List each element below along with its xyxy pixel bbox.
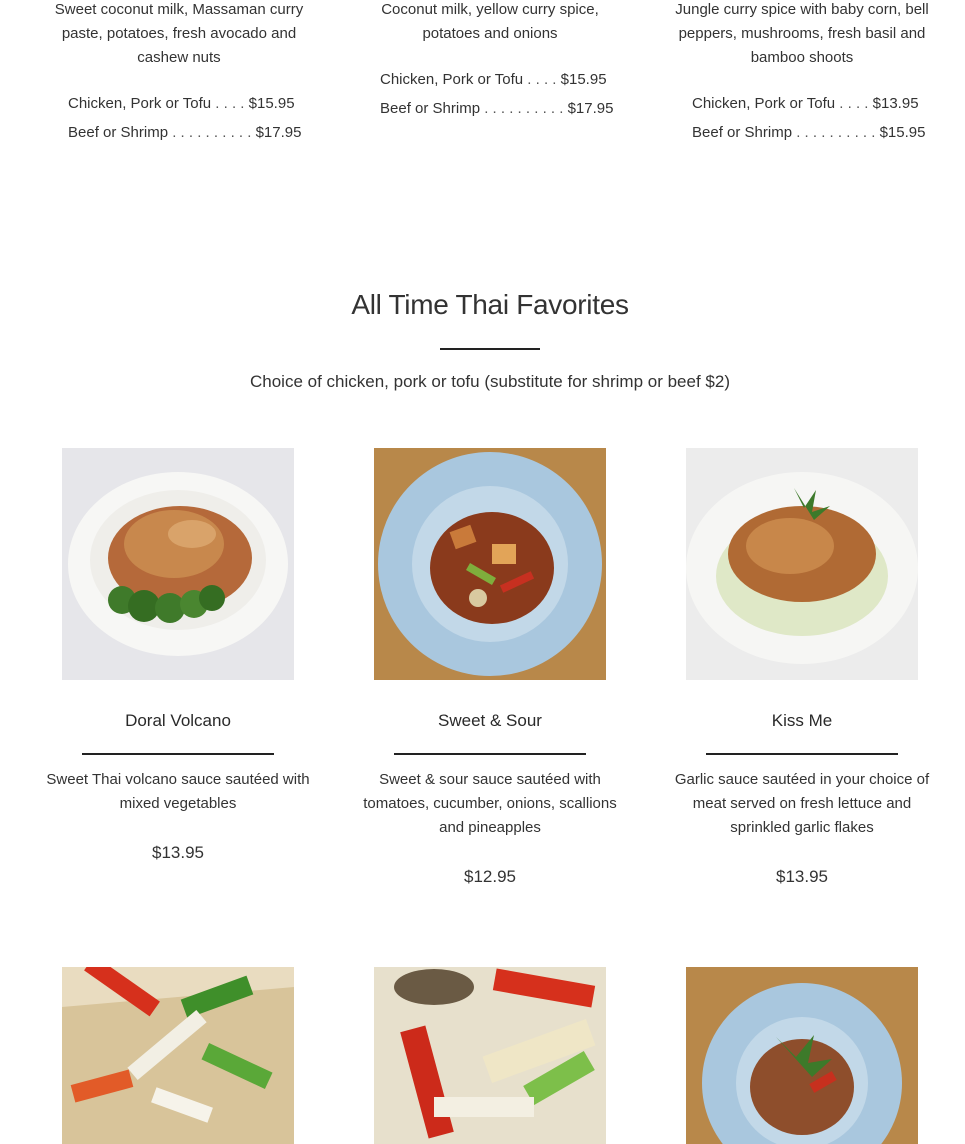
item-description: Jungle curry spice with baby corn, bell peppers, mushrooms, fresh basil and bamboo shoots	[675, 1, 929, 66]
dish-photo[interactable]	[62, 448, 294, 680]
price-row	[692, 95, 919, 112]
section-title: All Time Thai Favorites	[351, 289, 629, 320]
price-leader: . . . .	[215, 95, 245, 112]
price-leader: . . . . . . . . . .	[484, 100, 564, 117]
price-row	[380, 71, 607, 88]
price-value: $15.95	[248, 95, 295, 112]
dish-name: Sweet & Sour	[438, 711, 542, 730]
price-value: $13.95	[872, 95, 919, 112]
price-row	[68, 124, 301, 141]
price-label: Beef or Shrimp	[68, 124, 169, 141]
dish-divider	[706, 753, 898, 755]
dish-divider	[394, 753, 586, 755]
price-label: Beef or Shrimp	[692, 124, 793, 141]
dish-name: Doral Volcano	[125, 711, 231, 730]
dish-name: Kiss Me	[771, 711, 833, 730]
price-leader: . . . .	[839, 95, 869, 112]
price-label: Beef or Shrimp	[380, 100, 481, 117]
item-description: Sweet coconut milk, Massaman curry paste, potatoes, fresh avocado and cashew nuts	[54, 1, 304, 66]
dish-price: $13.95	[152, 843, 204, 862]
price-value: $15.95	[879, 124, 926, 141]
dish-price: $13.95	[776, 867, 828, 886]
section-divider	[440, 348, 540, 350]
dish-description: Sweet Thai volcano sauce sautéed with mixed vegetables	[46, 771, 310, 812]
price-label: Chicken, Pork or Tofu	[68, 95, 212, 112]
dish-photo[interactable]	[374, 448, 606, 680]
dish-photo[interactable]	[686, 967, 918, 1144]
price-value: $17.95	[255, 124, 302, 141]
dish-photo[interactable]	[62, 967, 294, 1144]
price-leader: . . . .	[527, 71, 557, 88]
dish-price: $12.95	[464, 867, 516, 886]
price-row	[68, 95, 295, 112]
price-row	[692, 124, 925, 141]
dish-photo[interactable]	[374, 967, 606, 1144]
price-leader: . . . . . . . . . .	[796, 124, 876, 141]
section-subtitle: Choice of chicken, pork or tofu (substitute for shrimp or beef $2)	[249, 372, 730, 391]
price-label: Chicken, Pork or Tofu	[692, 95, 836, 112]
price-value: $17.95	[567, 100, 614, 117]
price-leader: . . . . . . . . . .	[172, 124, 252, 141]
item-description: Coconut milk, yellow curry spice, potatoes and onions	[381, 1, 599, 42]
price-row	[380, 100, 613, 117]
dish-photo[interactable]	[686, 448, 918, 680]
dish-divider	[82, 753, 274, 755]
dish-description: Sweet & sour sauce sautéed with tomatoes, cucumber, onions, scallions and pineapples	[363, 771, 617, 836]
price-label: Chicken, Pork or Tofu	[380, 71, 524, 88]
dish-description: Garlic sauce sautéed in your choice of meat served on fresh lettuce and sprinkled garlic flakes	[674, 771, 930, 836]
price-value: $15.95	[560, 71, 607, 88]
